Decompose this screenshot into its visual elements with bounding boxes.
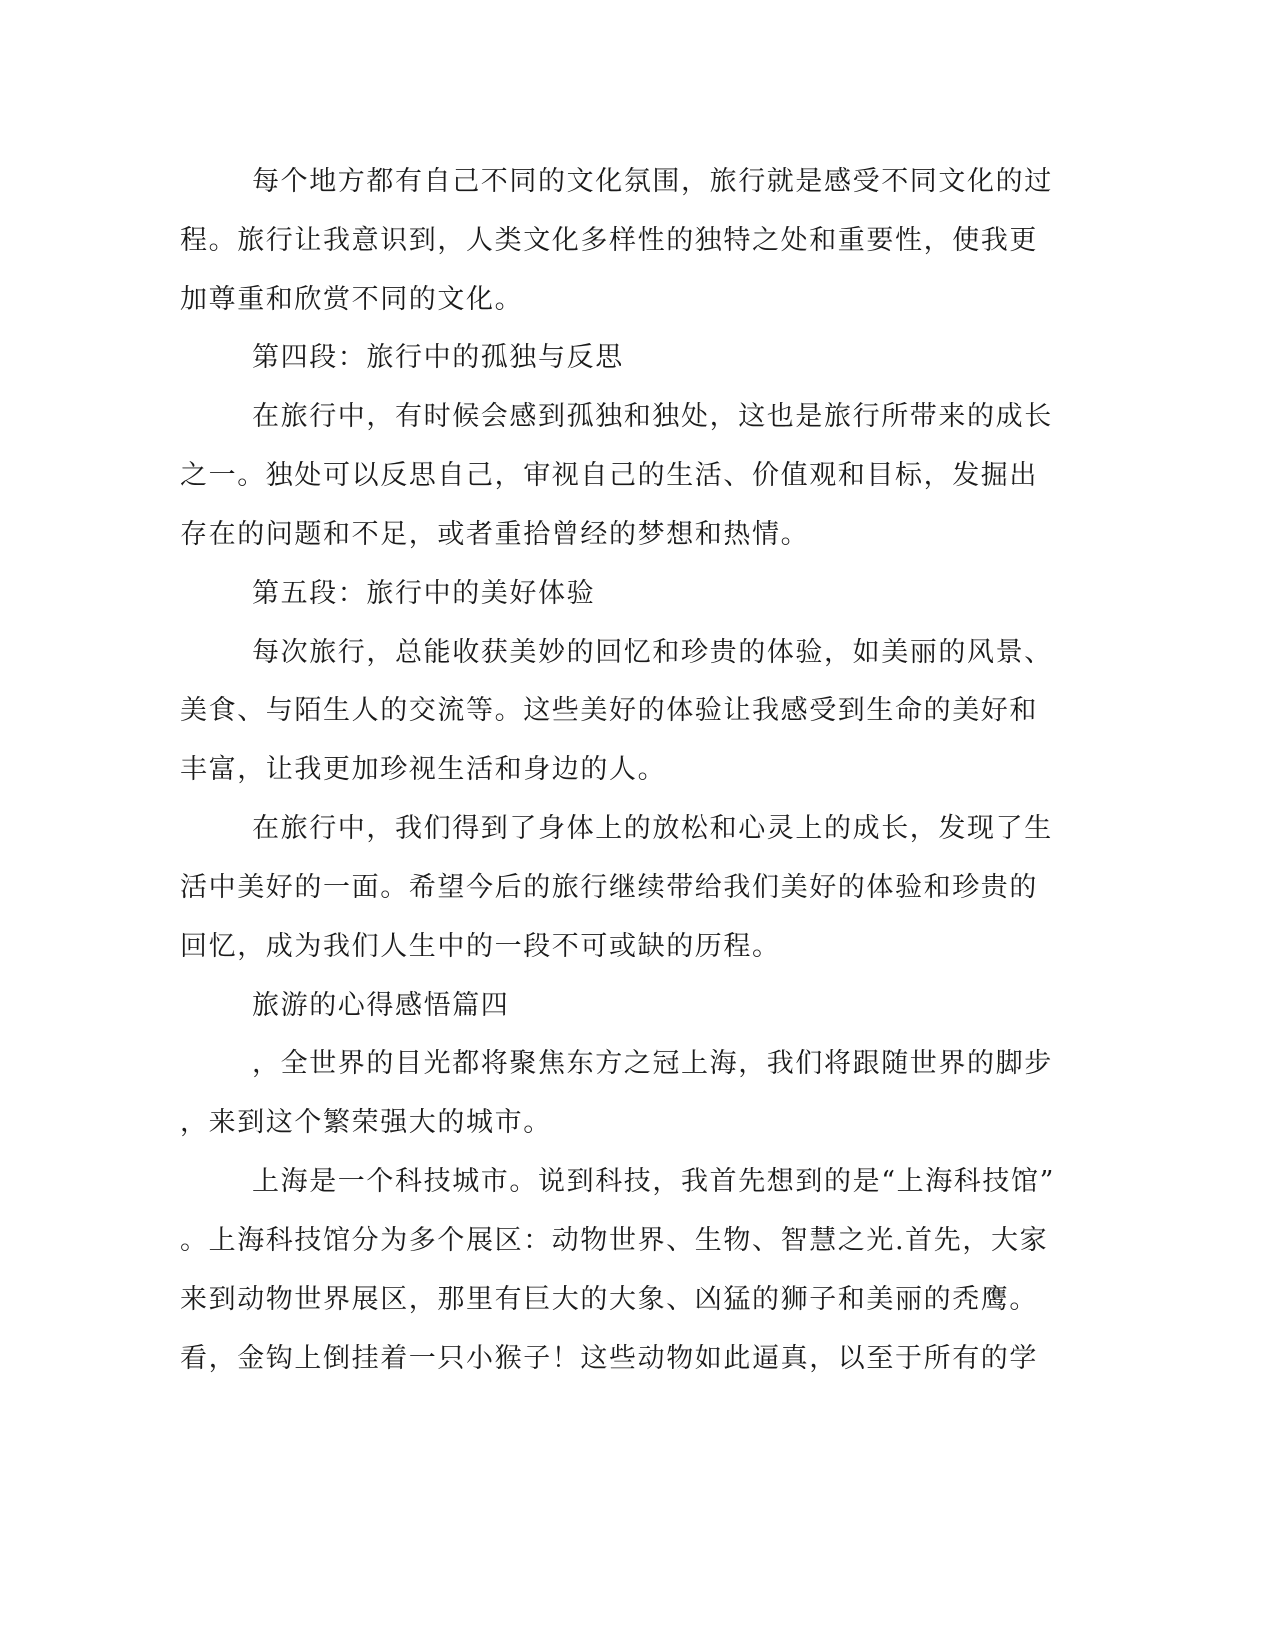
paragraph-line: 来到动物世界展区，那里有巨大的大象、凶猛的狮子和美丽的秃鹰。 bbox=[180, 1284, 1038, 1315]
paragraph-line: 在旅行中，我们得到了身体上的放松和心灵上的成长，发现了生 bbox=[252, 813, 1053, 844]
paragraph-line: 看，金钩上倒挂着一只小猴子！这些动物如此逼真，以至于所有的学 bbox=[180, 1343, 1038, 1374]
paragraph-line: 程。旅行让我意识到，人类文化多样性的独特之处和重要性，使我更 bbox=[180, 225, 1038, 256]
paragraph-line: 每个地方都有自己不同的文化氛围，旅行就是感受不同文化的过 bbox=[252, 166, 1053, 197]
paragraph-line: ，全世界的目光都将聚焦东方之冠上海，我们将跟随世界的脚步 bbox=[252, 1048, 1053, 1079]
section-heading: 第五段：旅行中的美好体验 bbox=[252, 578, 596, 609]
paragraph-line: 加尊重和欣赏不同的文化。 bbox=[180, 284, 524, 315]
paragraph-line: 每次旅行，总能收获美妙的回忆和珍贵的体验，如美丽的风景、 bbox=[252, 637, 1053, 668]
paragraph-line: 之一。独处可以反思自己，审视自己的生活、价值观和目标，发掘出 bbox=[180, 460, 1038, 491]
paragraph-line: 。上海科技馆分为多个展区：动物世界、生物、智慧之光.首先，大家 bbox=[180, 1225, 1049, 1256]
paragraph-line: 上海是一个科技城市。说到科技，我首先想到的是“上海科技馆” bbox=[252, 1166, 1056, 1197]
paragraph-line: 活中美好的一面。希望今后的旅行继续带给我们美好的体验和珍贵的 bbox=[180, 872, 1038, 903]
paragraph-line: ，来到这个繁荣强大的城市。 bbox=[180, 1107, 552, 1138]
paragraph-line: 美食、与陌生人的交流等。这些美好的体验让我感受到生命的美好和 bbox=[180, 695, 1038, 726]
paragraph-line: 在旅行中，有时候会感到孤独和独处，这也是旅行所带来的成长 bbox=[252, 401, 1053, 432]
paragraph-line: 存在的问题和不足，或者重拾曾经的梦想和热情。 bbox=[180, 519, 810, 550]
paragraph-line: 回忆，成为我们人生中的一段不可或缺的历程。 bbox=[180, 931, 781, 962]
section-heading: 第四段：旅行中的孤独与反思 bbox=[252, 342, 624, 373]
section-heading: 旅游的心得感悟篇四 bbox=[252, 990, 510, 1021]
paragraph-line: 丰富，让我更加珍视生活和身边的人。 bbox=[180, 754, 667, 785]
